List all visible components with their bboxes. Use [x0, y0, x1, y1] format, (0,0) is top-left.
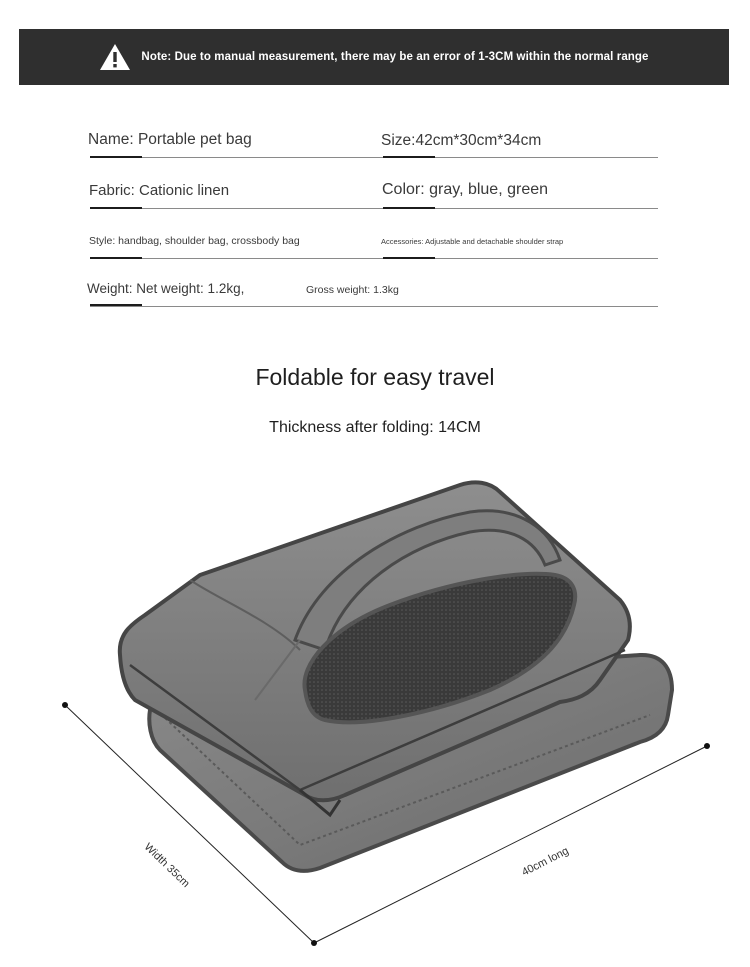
row-accent [383, 156, 435, 158]
spec-color: Color: gray, blue, green [382, 181, 549, 198]
notice-banner [19, 29, 729, 85]
row-accent [90, 257, 142, 259]
length-label: 40cm long [520, 844, 571, 879]
spec-name: Name: Portable pet bag [88, 131, 252, 148]
feature-title: Foldable for easy travel [255, 364, 495, 390]
spec-accessories: Accessories: Adjustable and detachable shoulder strap [381, 237, 564, 246]
row-accent [90, 156, 142, 158]
row-accent [383, 207, 435, 209]
row-divider [90, 157, 658, 158]
spec-weight: Weight: Net weight: 1.2kg, [87, 281, 245, 296]
row-divider [90, 306, 658, 307]
spec-gross-weight: Gross weight: 1.3kg [306, 284, 399, 296]
row-divider [90, 208, 658, 209]
row-accent [90, 207, 142, 209]
warning-icon [99, 43, 131, 71]
row-accent [90, 304, 142, 306]
spec-style: Style: handbag, shoulder bag, crossbody bag [89, 235, 300, 247]
row-accent [383, 257, 435, 259]
spec-size: Size:42cm*30cm*34cm [381, 132, 542, 149]
notice-text: Note: Due to manual measurement, there may be an error of 1-3CM within the normal range [141, 51, 649, 63]
row-divider [90, 258, 658, 259]
feature-subtitle: Thickness after folding: 14CM [269, 419, 481, 436]
width-label: Width 35cm [141, 841, 192, 890]
folded-bag-illustration [0, 470, 750, 967]
spec-fabric: Fabric: Cationic linen [89, 182, 230, 199]
